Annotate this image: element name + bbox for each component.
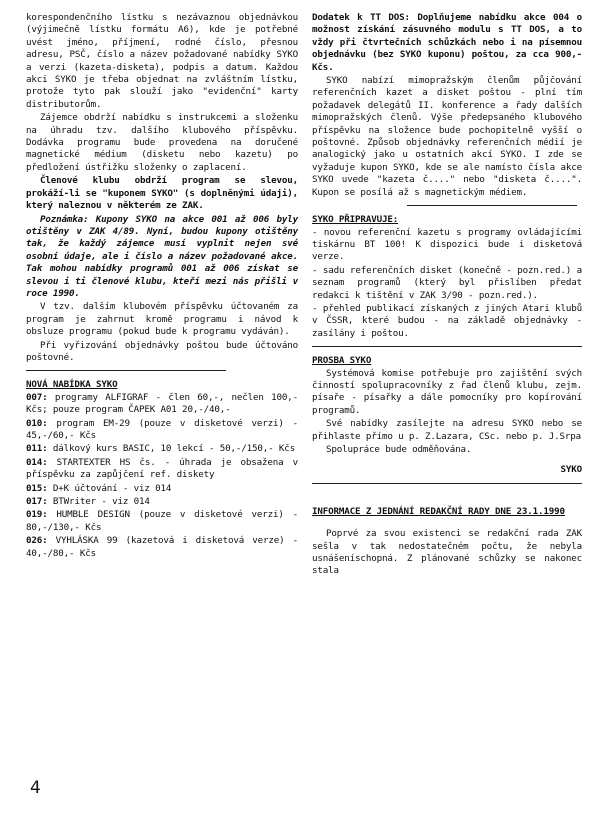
paragraph: korespondenčního lístku s nezávaznou objednávkou (výjimečně lístku formátu A6), kde je potřebné uvést jméno, příjmení, rodné číslo, přesnou adresu, PSČ, číslo a název požadované nabídky SYKO a verzi (kazeta-disketa), podpis a datum. Každou akci SYKO je třeba objednat na zvláštním lístku, protože tyto pak slouží jako "evidenční" karty distributorům. bbox=[26, 12, 298, 110]
item-code: 015: bbox=[26, 482, 48, 494]
page-number: 4 bbox=[30, 778, 41, 798]
paragraph: Členové klubu obdrží program se slevou, prokáží-li se "kuponem SYKO" (s doplněnými údaji), který naleznou v některém ze ZAK. bbox=[26, 175, 298, 212]
paragraph: Při vyřizování objednávky poštou bude účtováno poštovné. bbox=[26, 339, 298, 363]
paragraph: - přehled publikací získaných z jiných Atari klubů v ČSSR, které budou - na základě objednávky - zasílány i poštou. bbox=[312, 302, 582, 339]
item-code: 007: bbox=[26, 391, 48, 403]
paragraph: SYKO nabízí mimopražským členům půjčování referenčních kazet a disket poštou - plní tím požadavek delegátů II. konference a řady dalších mimopražských členů. Výše předepsaného klubového příspěvku na složence bude pochopitelně vyšší o poštovné. Způsob objednávky referenčních médií je analogický jako u ostatních akcí SYKO. I zde se vyžaduje kupon SYKO, kde se ale namísto čísla akce SYKO uvede "kazeta č...." nebo "disketa č....". Kupon se posílá až s magnetickým médiem. bbox=[312, 75, 582, 198]
item-code: 017: bbox=[26, 496, 48, 508]
item-code: 010: bbox=[26, 417, 48, 429]
divider bbox=[312, 346, 582, 347]
paragraph: Své nabídky zasílejte na adresu SYKO nebo se přihlaste přímo u p. Z.Lazara, CSc. nebo p. J.Srpa bbox=[312, 418, 582, 442]
item-text: D+K účtování - viz 014 bbox=[47, 482, 172, 494]
section-heading: SYKO PŘIPRAVUJE: bbox=[312, 214, 399, 226]
item-text: programy ALFIGRAF - člen 60,-, nečlen 100,- Kčs; pouze program ČAPEK A01 20,-/40,- bbox=[26, 391, 298, 416]
list-item bbox=[26, 509, 298, 534]
signature: SYKO bbox=[560, 464, 582, 476]
section-heading: PROSBA SYKO bbox=[312, 355, 372, 367]
list-item bbox=[26, 496, 298, 508]
list-item bbox=[26, 483, 298, 495]
divider bbox=[312, 483, 582, 484]
item-code: 014: bbox=[26, 456, 48, 468]
paragraph: Dodatek k TT DOS: Doplňujeme nabídku akce 004 o možnost získání zásuvného modulu s TT DOS, a to vždy při čtvrtečních schůzkách nebo i na písemnou objednávku (bez SYKO kuponu) poštou, za cca 900,- Kčs. bbox=[312, 12, 582, 73]
left-column bbox=[26, 12, 298, 561]
paragraph: Systémová komise potřebuje pro zajištění svých činností spolupracovníky z řad členů klubu, zejm. písaře - písařky a dále pomocníky pro kopírování programů. bbox=[312, 367, 582, 416]
list-item bbox=[26, 443, 298, 455]
list-item bbox=[26, 392, 298, 417]
list-item bbox=[26, 457, 298, 482]
note-paragraph: Poznámka: Kupony SYKO na akce 001 až 006 byly otištěny v ZAK 4/89. Nyní, budou kupony otištěny tak, že každý zájemce musí vyplnit nejen své osobní údaje, ale i číslo a název požadované akce. Tak mohou nabídky programů 001 až 006 získat se slevou i ti členové klubu, kteří mezi nás přišli v roce 1990. bbox=[26, 213, 298, 299]
item-text: STARTEXTER HS čs. - úhrada je obsažena v příspěvku za zapůjčení ref. diskety bbox=[26, 456, 298, 481]
item-code: 026: bbox=[26, 535, 48, 547]
section-heading: NOVÁ NABÍDKA SYKO bbox=[26, 379, 118, 391]
paragraph: V tzv. dalším klubovém příspěvku účtovaném za program je zahrnut kromě programu i návod k obsluze programu (pokud bude k programu vydáván). bbox=[26, 301, 298, 338]
right-column bbox=[312, 12, 582, 579]
item-text: dálkový kurs BASIC, 10 lekcí - 50,-/150,- Kčs bbox=[47, 443, 296, 455]
divider bbox=[26, 370, 226, 371]
divider bbox=[407, 205, 577, 206]
list-item bbox=[26, 535, 298, 560]
item-code: 011: bbox=[26, 443, 48, 455]
paragraph: Poprvé za svou existenci se redakční rada ZAK sešla v tak nedostatečném počtu, že nebyla usnášeníschopná. Z plánované schůzky se nakonec stala bbox=[312, 528, 582, 577]
paragraph: - novou referenční kazetu s programy ovládajícími tiskárnu BT 100! K dispozici bude i disketová verze. bbox=[312, 226, 582, 263]
item-text: VYHLÁSKA 99 (kazetová i disketová verze) - 40,-/80,- Kčs bbox=[26, 535, 298, 559]
list-item bbox=[26, 418, 298, 443]
item-text: BTWriter - viz 014 bbox=[47, 496, 150, 508]
paragraph: - sadu referenčních disket (konečně - pozn.red.) a seznam programů (který byl přislíben předat redakci k tištění v ZAK 3/90 - pozn.red.). bbox=[312, 264, 582, 301]
item-text: HUMBLE DESIGN (pouze v disketové verzi) - 80,-/130,- Kčs bbox=[26, 509, 298, 533]
item-text: program EM-29 (pouze v disketové verzi) - 45,-/60,- Kčs bbox=[26, 417, 298, 441]
paragraph: Zájemce obdrží nabídku s instrukcemi a složenku na úhradu tzv. dalšího klubového příspěvku. Dodávka programu bude provedena na doručené magnetické médium (disketu nebo kazetu) po předložení ústřižku složenky o zaplacení. bbox=[26, 112, 298, 173]
item-code: 019: bbox=[26, 509, 48, 521]
section-heading: INFORMACE Z JEDNÁNÍ REDAKČNÍ RADY DNE 23.1.1990 bbox=[312, 505, 565, 517]
paragraph: Spolupráce bude odměňována. bbox=[326, 444, 472, 455]
offer-list bbox=[26, 392, 298, 560]
